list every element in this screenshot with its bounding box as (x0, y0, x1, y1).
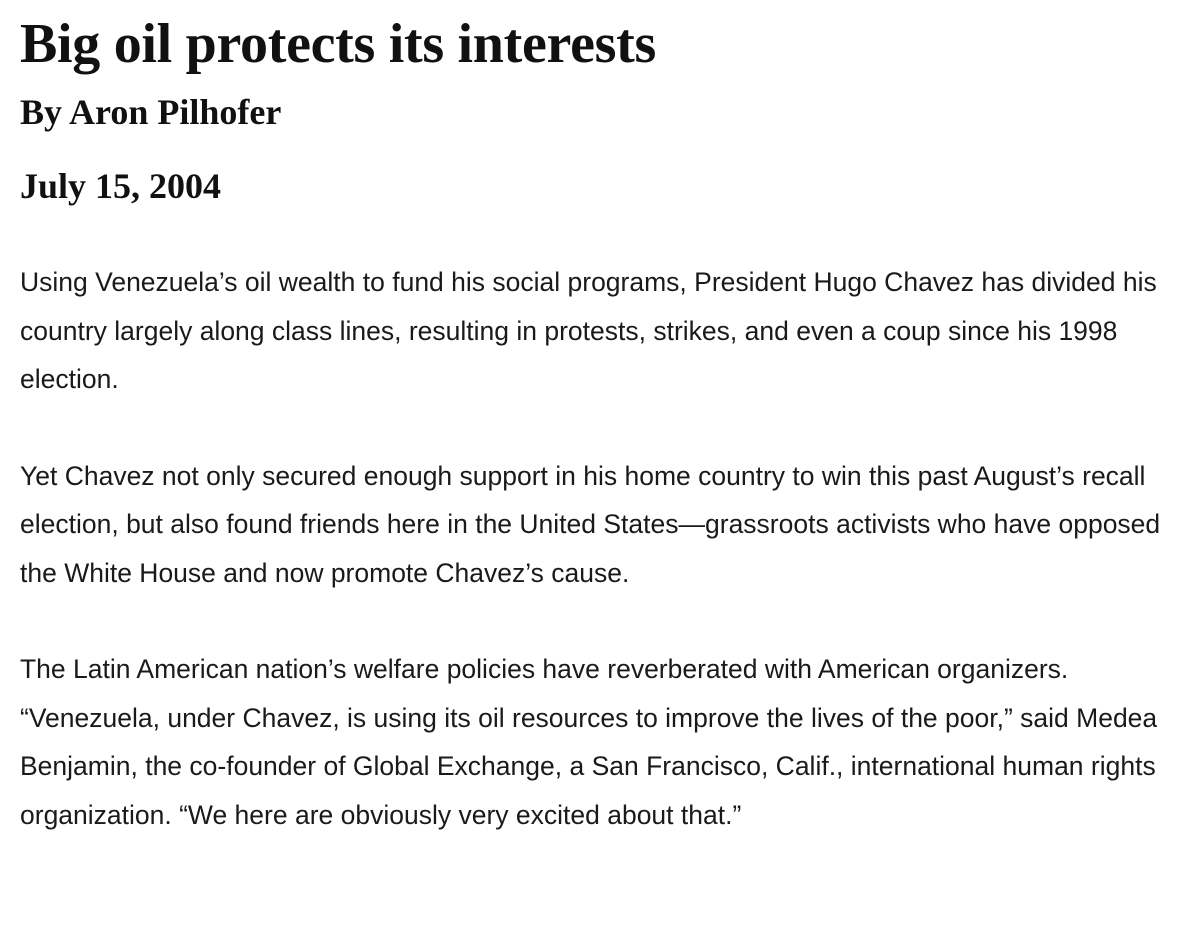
article-body (20, 258, 1172, 839)
article-date: July 15, 2004 (20, 166, 222, 206)
article-headline: Big oil protects its interests (20, 13, 656, 75)
article-byline: By Aron Pilhofer (20, 92, 282, 132)
article-paragraph: The Latin American nation’s welfare policies have reverberated with American organizers. “Venezuela, under Chavez, is using its oil resources to improve the lives of the poor,” said Medea Benjamin, the co-founder of Global Exchange, a San Francisco, Calif., international human rights organization. “We here are obviously very excited about that.” (20, 654, 1158, 830)
article-paragraph: Yet Chavez not only secured enough support in his home country to win this past August’s recall election, but also found friends here in the United States—grassroots activists who have opposed the White House and now promote Chavez’s cause. (20, 460, 1161, 588)
article-paragraph: Using Venezuela’s oil wealth to fund his social programs, President Hugo Chavez has divided his country largely along class lines, resulting in protests, strikes, and even a coup since his 1998 election. (20, 267, 1157, 394)
